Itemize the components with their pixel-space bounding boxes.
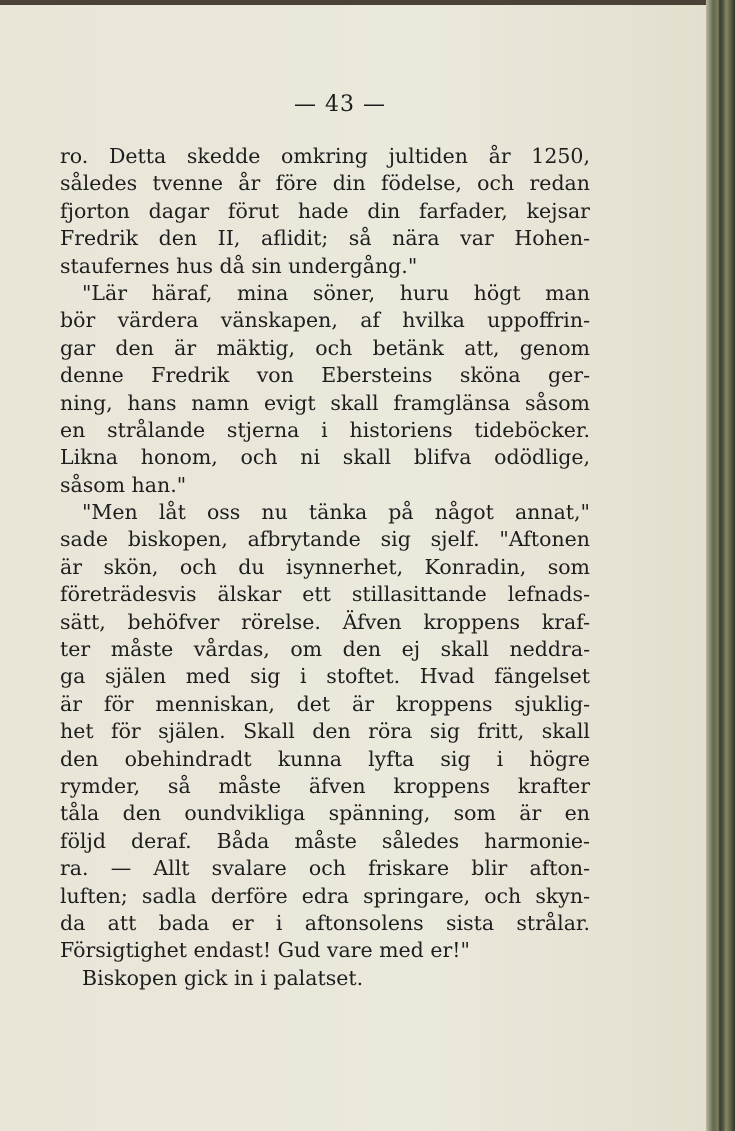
- text-line: således tvenne år före din födelse, och redan: [60, 171, 590, 196]
- page-number: — 43 —: [294, 92, 386, 117]
- text-line: rymder, så måste äfven kroppens krafter: [60, 773, 590, 798]
- text-line: luften; sadla derföre edra springare, och skyn-: [60, 883, 590, 908]
- text-line: bör värdera vänskapen, af hvilka uppoffrin-: [60, 308, 590, 333]
- text-line: Likna honom, och ni skall blifva odödlige,: [60, 445, 590, 470]
- text-line: är skön, och du isynnerhet, Konradin, som: [60, 554, 590, 579]
- text-line: sätt, behöfver rörelse. Äfven kroppens kraf-: [60, 609, 590, 634]
- text-line: följd deraf. Båda måste således harmonie-: [60, 828, 590, 853]
- text-line: denne Fredrik von Ebersteins sköna ger-: [60, 363, 590, 388]
- text-line: är för menniskan, det är kroppens sjuklig-: [60, 691, 590, 716]
- spine-shadow: [719, 0, 721, 1131]
- text-line: fjorton dagar förut hade din farfader, kejsar: [60, 198, 590, 223]
- text-line: da att bada er i aftonsolens sista strålar.: [60, 910, 590, 935]
- text-line: ter måste vårdas, om den ej skall neddra-: [60, 637, 590, 662]
- text-line: "Men låt oss nu tänka på något annat,": [82, 500, 590, 525]
- text-line: gar den är mäktig, och betänk att, genom: [60, 335, 590, 360]
- text-line: Fredrik den II, aflidit; så nära var Hohen-: [60, 226, 590, 251]
- text-line: sade biskopen, afbrytande sig sjelf. "Aftonen: [60, 527, 590, 552]
- text-line: ra. — Allt svalare och friskare blir afton-: [60, 856, 590, 881]
- text-line: ga själen med sig i stoftet. Hvad fängelset: [60, 664, 590, 689]
- text-line: företrädesvis älskar ett stillasittande lefnads-: [60, 582, 590, 607]
- text-line: Biskopen gick in i palatset.: [82, 965, 364, 990]
- body-text: [60, 143, 590, 992]
- text-line: ning, hans namn evigt skall framglänsa såsom: [60, 390, 590, 415]
- text-line: Försigtighet endast! Gud vare med er!": [60, 938, 470, 963]
- text-line: en strålande stjerna i historiens tideböcker.: [60, 417, 590, 442]
- text-line: tåla den oundvikliga spänning, som är en: [60, 801, 590, 826]
- text-line: den obehindradt kunna lyfta sig i högre: [60, 746, 590, 771]
- text-line: het för själen. Skall den röra sig fritt, skall: [60, 719, 590, 744]
- text-line: såsom han.": [60, 472, 187, 497]
- text-line: "Lär häraf, mina söner, huru högt man: [82, 280, 590, 305]
- text-line: staufernes hus då sin undergång.": [60, 253, 418, 278]
- text-line: ro. Detta skedde omkring jultiden år 1250,: [60, 144, 590, 168]
